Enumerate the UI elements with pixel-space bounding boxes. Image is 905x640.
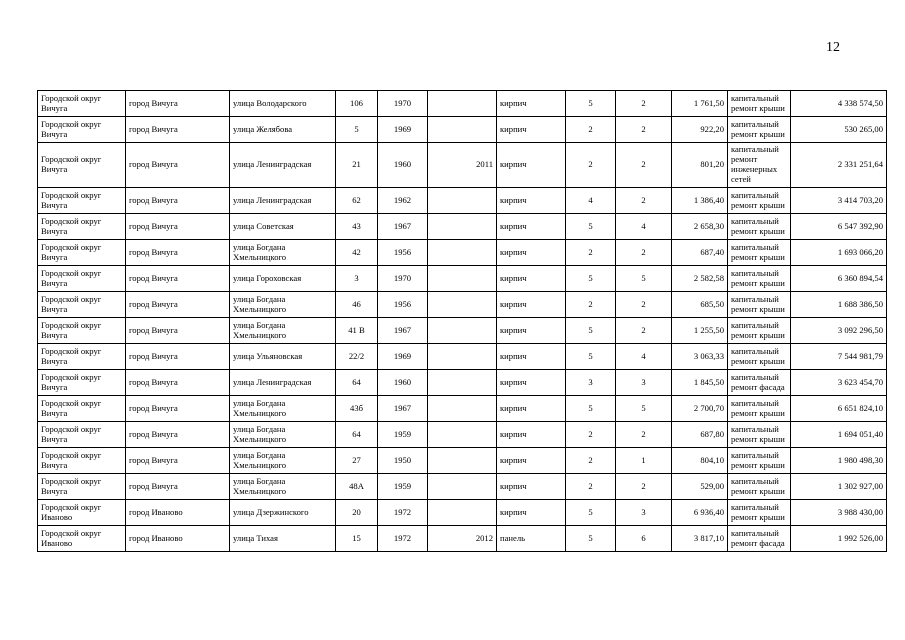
cost-cell: 1 302 927,00 xyxy=(791,474,887,500)
house-number-cell: 43 xyxy=(336,214,378,240)
house-number-cell: 64 xyxy=(336,370,378,396)
wall-material-cell: кирпич xyxy=(497,422,566,448)
entrances-cell: 2 xyxy=(616,292,672,318)
entrances-cell: 2 xyxy=(616,188,672,214)
house-number-cell: 3 xyxy=(336,266,378,292)
table-row xyxy=(38,318,887,344)
district-cell: Городской округ Вичуга xyxy=(38,396,126,422)
wall-material-cell: кирпич xyxy=(497,448,566,474)
district-cell: Городской округ Вичуга xyxy=(38,266,126,292)
house-number-cell: 46 xyxy=(336,292,378,318)
house-number-cell: 62 xyxy=(336,188,378,214)
entrances-cell: 3 xyxy=(616,500,672,526)
floors-cell: 2 xyxy=(566,474,616,500)
entrances-cell: 4 xyxy=(616,344,672,370)
cost-cell: 6 651 824,10 xyxy=(791,396,887,422)
district-cell: Городской округ Иваново xyxy=(38,500,126,526)
cost-cell: 1 693 066,20 xyxy=(791,240,887,266)
house-number-cell: 106 xyxy=(336,91,378,117)
wall-material-cell: кирпич xyxy=(497,500,566,526)
street-cell: улица Богдана Хмельницкого xyxy=(230,396,336,422)
area-cell: 922,20 xyxy=(672,117,728,143)
floors-cell: 4 xyxy=(566,188,616,214)
house-number-cell: 27 xyxy=(336,448,378,474)
entrances-cell: 2 xyxy=(616,117,672,143)
city-cell: город Вичуга xyxy=(126,117,230,143)
floors-cell: 5 xyxy=(566,214,616,240)
table-row xyxy=(38,344,887,370)
district-cell: Городской округ Вичуга xyxy=(38,318,126,344)
work-type-cell: капитальный ремонт крыши xyxy=(728,117,791,143)
district-cell: Городской округ Вичуга xyxy=(38,344,126,370)
street-cell: улица Володарского xyxy=(230,91,336,117)
entrances-cell: 3 xyxy=(616,370,672,396)
city-cell: город Вичуга xyxy=(126,143,230,188)
area-cell: 3 063,33 xyxy=(672,344,728,370)
year-repair-cell xyxy=(428,240,497,266)
street-cell: улица Тихая xyxy=(230,526,336,552)
floors-cell: 2 xyxy=(566,143,616,188)
entrances-cell: 5 xyxy=(616,266,672,292)
year-built-cell: 1970 xyxy=(378,266,428,292)
street-cell: улица Богдана Хмельницкого xyxy=(230,318,336,344)
year-built-cell: 1959 xyxy=(378,474,428,500)
street-cell: улица Дзержинского xyxy=(230,500,336,526)
street-cell: улица Богдана Хмельницкого xyxy=(230,240,336,266)
street-cell: улица Ленинградская xyxy=(230,188,336,214)
year-built-cell: 1967 xyxy=(378,318,428,344)
floors-cell: 2 xyxy=(566,422,616,448)
city-cell: город Вичуга xyxy=(126,214,230,240)
city-cell: город Вичуга xyxy=(126,91,230,117)
work-type-cell: капитальный ремонт крыши xyxy=(728,240,791,266)
house-number-cell: 41 В xyxy=(336,318,378,344)
table-row xyxy=(38,117,887,143)
work-type-cell: капитальный ремонт крыши xyxy=(728,318,791,344)
city-cell: город Вичуга xyxy=(126,292,230,318)
area-cell: 801,20 xyxy=(672,143,728,188)
year-built-cell: 1967 xyxy=(378,214,428,240)
street-cell: улица Богдана Хмельницкого xyxy=(230,292,336,318)
city-cell: город Вичуга xyxy=(126,474,230,500)
entrances-cell: 2 xyxy=(616,91,672,117)
wall-material-cell: кирпич xyxy=(497,318,566,344)
district-cell: Городской округ Вичуга xyxy=(38,188,126,214)
table-body xyxy=(38,91,887,552)
year-repair-cell xyxy=(428,214,497,240)
cost-cell: 1 688 386,50 xyxy=(791,292,887,318)
house-number-cell: 21 xyxy=(336,143,378,188)
cost-cell: 6 360 894,54 xyxy=(791,266,887,292)
year-repair-cell xyxy=(428,370,497,396)
area-cell: 687,40 xyxy=(672,240,728,266)
table-row xyxy=(38,214,887,240)
area-cell: 2 700,70 xyxy=(672,396,728,422)
street-cell: улица Советская xyxy=(230,214,336,240)
area-cell: 3 817,10 xyxy=(672,526,728,552)
year-built-cell: 1956 xyxy=(378,240,428,266)
floors-cell: 2 xyxy=(566,448,616,474)
area-cell: 2 658,30 xyxy=(672,214,728,240)
year-repair-cell xyxy=(428,500,497,526)
district-cell: Городской округ Вичуга xyxy=(38,370,126,396)
house-number-cell: 42 xyxy=(336,240,378,266)
floors-cell: 2 xyxy=(566,240,616,266)
area-cell: 804,10 xyxy=(672,448,728,474)
street-cell: улица Богдана Хмельницкого xyxy=(230,422,336,448)
year-repair-cell xyxy=(428,117,497,143)
year-built-cell: 1962 xyxy=(378,188,428,214)
house-number-cell: 22/2 xyxy=(336,344,378,370)
city-cell: город Иваново xyxy=(126,500,230,526)
floors-cell: 2 xyxy=(566,292,616,318)
house-number-cell: 43б xyxy=(336,396,378,422)
cost-cell: 3 988 430,00 xyxy=(791,500,887,526)
entrances-cell: 2 xyxy=(616,318,672,344)
year-repair-cell xyxy=(428,474,497,500)
entrances-cell: 1 xyxy=(616,448,672,474)
entrances-cell: 2 xyxy=(616,240,672,266)
cost-cell: 3 414 703,20 xyxy=(791,188,887,214)
district-cell: Городской округ Иваново xyxy=(38,526,126,552)
work-type-cell: капитальный ремонт крыши xyxy=(728,448,791,474)
city-cell: город Вичуга xyxy=(126,344,230,370)
district-cell: Городской округ Вичуга xyxy=(38,474,126,500)
table-row xyxy=(38,240,887,266)
table-row xyxy=(38,396,887,422)
table-row xyxy=(38,188,887,214)
year-built-cell: 1956 xyxy=(378,292,428,318)
wall-material-cell: кирпич xyxy=(497,266,566,292)
page-number: 12 xyxy=(826,40,840,55)
year-built-cell: 1972 xyxy=(378,526,428,552)
city-cell: город Иваново xyxy=(126,526,230,552)
work-type-cell: капитальный ремонт фасада xyxy=(728,526,791,552)
street-cell: улица Богдана Хмельницкого xyxy=(230,474,336,500)
year-repair-cell xyxy=(428,188,497,214)
entrances-cell: 4 xyxy=(616,214,672,240)
cost-cell: 1 992 526,00 xyxy=(791,526,887,552)
year-built-cell: 1960 xyxy=(378,143,428,188)
cost-cell: 3 092 296,50 xyxy=(791,318,887,344)
district-cell: Городской округ Вичуга xyxy=(38,448,126,474)
year-built-cell: 1950 xyxy=(378,448,428,474)
floors-cell: 5 xyxy=(566,266,616,292)
entrances-cell: 5 xyxy=(616,396,672,422)
city-cell: город Вичуга xyxy=(126,396,230,422)
entrances-cell: 2 xyxy=(616,143,672,188)
city-cell: город Вичуга xyxy=(126,240,230,266)
floors-cell: 5 xyxy=(566,396,616,422)
year-repair-cell xyxy=(428,91,497,117)
cost-cell: 4 338 574,50 xyxy=(791,91,887,117)
work-type-cell: капитальный ремонт крыши xyxy=(728,188,791,214)
cost-cell: 1 980 498,30 xyxy=(791,448,887,474)
area-cell: 1 255,50 xyxy=(672,318,728,344)
work-type-cell: капитальный ремонт крыши xyxy=(728,344,791,370)
street-cell: улица Ленинградская xyxy=(230,370,336,396)
table-row xyxy=(38,143,887,188)
cost-cell: 2 331 251,64 xyxy=(791,143,887,188)
city-cell: город Вичуга xyxy=(126,266,230,292)
wall-material-cell: кирпич xyxy=(497,214,566,240)
year-built-cell: 1967 xyxy=(378,396,428,422)
area-cell: 1 845,50 xyxy=(672,370,728,396)
floors-cell: 5 xyxy=(566,526,616,552)
work-type-cell: капитальный ремонт крыши xyxy=(728,91,791,117)
year-repair-cell xyxy=(428,292,497,318)
city-cell: город Вичуга xyxy=(126,422,230,448)
floors-cell: 5 xyxy=(566,344,616,370)
work-type-cell: капитальный ремонт крыши xyxy=(728,422,791,448)
year-repair-cell: 2011 xyxy=(428,143,497,188)
district-cell: Городской округ Вичуга xyxy=(38,214,126,240)
floors-cell: 5 xyxy=(566,318,616,344)
work-type-cell: капитальный ремонт крыши xyxy=(728,292,791,318)
year-repair-cell xyxy=(428,396,497,422)
year-built-cell: 1960 xyxy=(378,370,428,396)
table-row xyxy=(38,292,887,318)
area-cell: 6 936,40 xyxy=(672,500,728,526)
work-type-cell: капитальный ремонт крыши xyxy=(728,266,791,292)
district-cell: Городской округ Вичуга xyxy=(38,422,126,448)
street-cell: улица Желябова xyxy=(230,117,336,143)
area-cell: 687,80 xyxy=(672,422,728,448)
work-type-cell: капитальный ремонт крыши xyxy=(728,396,791,422)
cost-cell: 6 547 392,90 xyxy=(791,214,887,240)
wall-material-cell: кирпич xyxy=(497,91,566,117)
table-row xyxy=(38,91,887,117)
street-cell: улица Ульяновская xyxy=(230,344,336,370)
wall-material-cell: кирпич xyxy=(497,474,566,500)
area-cell: 529,00 xyxy=(672,474,728,500)
district-cell: Городской округ Вичуга xyxy=(38,240,126,266)
city-cell: город Вичуга xyxy=(126,448,230,474)
cost-cell: 530 265,00 xyxy=(791,117,887,143)
house-number-cell: 48А xyxy=(336,474,378,500)
district-cell: Городской округ Вичуга xyxy=(38,143,126,188)
city-cell: город Вичуга xyxy=(126,370,230,396)
floors-cell: 5 xyxy=(566,91,616,117)
work-type-cell: капитальный ремонт крыши xyxy=(728,500,791,526)
cost-cell: 1 694 051,40 xyxy=(791,422,887,448)
wall-material-cell: кирпич xyxy=(497,396,566,422)
wall-material-cell: кирпич xyxy=(497,188,566,214)
work-type-cell: капитальный ремонт крыши xyxy=(728,474,791,500)
city-cell: город Вичуга xyxy=(126,318,230,344)
year-built-cell: 1970 xyxy=(378,91,428,117)
street-cell: улица Ленинградская xyxy=(230,143,336,188)
table-row xyxy=(38,500,887,526)
year-repair-cell xyxy=(428,448,497,474)
work-type-cell: капитальный ремонт фасада xyxy=(728,370,791,396)
area-cell: 1 386,40 xyxy=(672,188,728,214)
wall-material-cell: кирпич xyxy=(497,370,566,396)
district-cell: Городской округ Вичуга xyxy=(38,91,126,117)
wall-material-cell: кирпич xyxy=(497,292,566,318)
entrances-cell: 2 xyxy=(616,474,672,500)
district-cell: Городской округ Вичуга xyxy=(38,117,126,143)
wall-material-cell: кирпич xyxy=(497,344,566,370)
cost-cell: 3 623 454,70 xyxy=(791,370,887,396)
house-number-cell: 20 xyxy=(336,500,378,526)
wall-material-cell: панель xyxy=(497,526,566,552)
street-cell: улица Гороховская xyxy=(230,266,336,292)
work-type-cell: капитальный ремонт инженерных сетей xyxy=(728,143,791,188)
table-row xyxy=(38,526,887,552)
housing-repair-table xyxy=(37,90,887,552)
work-type-cell: капитальный ремонт крыши xyxy=(728,214,791,240)
area-cell: 2 582,58 xyxy=(672,266,728,292)
year-built-cell: 1972 xyxy=(378,500,428,526)
table-row xyxy=(38,474,887,500)
cost-cell: 7 544 981,79 xyxy=(791,344,887,370)
house-number-cell: 5 xyxy=(336,117,378,143)
area-cell: 1 761,50 xyxy=(672,91,728,117)
city-cell: город Вичуга xyxy=(126,188,230,214)
floors-cell: 5 xyxy=(566,500,616,526)
entrances-cell: 6 xyxy=(616,526,672,552)
wall-material-cell: кирпич xyxy=(497,143,566,188)
year-built-cell: 1959 xyxy=(378,422,428,448)
district-cell: Городской округ Вичуга xyxy=(38,292,126,318)
area-cell: 685,50 xyxy=(672,292,728,318)
table-row xyxy=(38,422,887,448)
floors-cell: 3 xyxy=(566,370,616,396)
year-repair-cell: 2012 xyxy=(428,526,497,552)
year-repair-cell xyxy=(428,422,497,448)
house-number-cell: 15 xyxy=(336,526,378,552)
year-built-cell: 1969 xyxy=(378,117,428,143)
house-number-cell: 64 xyxy=(336,422,378,448)
floors-cell: 2 xyxy=(566,117,616,143)
table-row xyxy=(38,266,887,292)
table-row xyxy=(38,370,887,396)
wall-material-cell: кирпич xyxy=(497,117,566,143)
street-cell: улица Богдана Хмельницкого xyxy=(230,448,336,474)
year-repair-cell xyxy=(428,318,497,344)
year-repair-cell xyxy=(428,344,497,370)
entrances-cell: 2 xyxy=(616,422,672,448)
year-built-cell: 1969 xyxy=(378,344,428,370)
wall-material-cell: кирпич xyxy=(497,240,566,266)
year-repair-cell xyxy=(428,266,497,292)
table-row xyxy=(38,448,887,474)
